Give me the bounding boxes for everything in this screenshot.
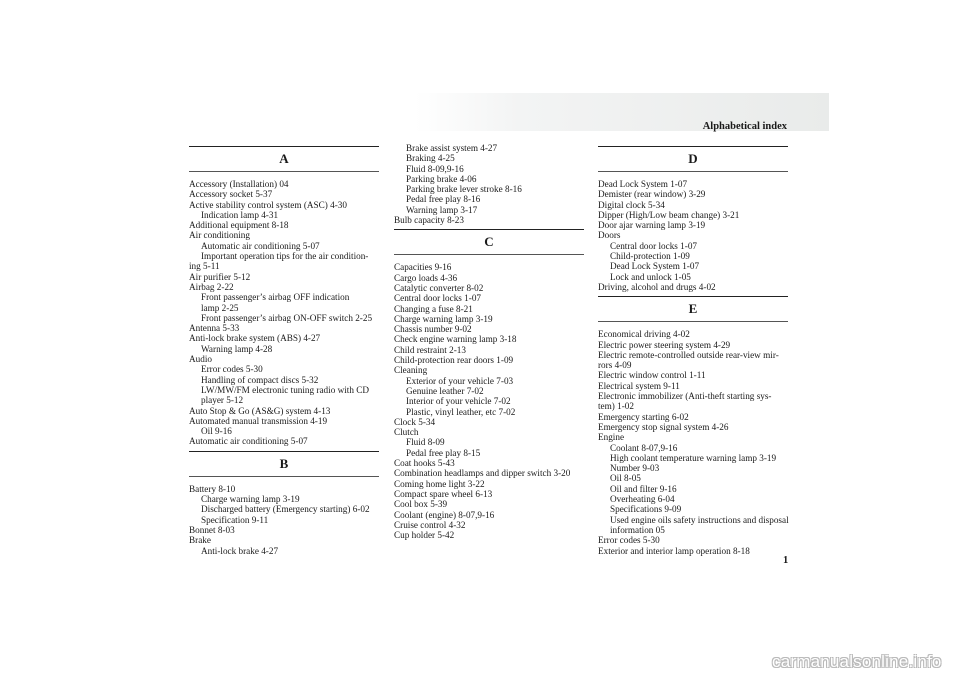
index-entry: Coming home light 3-22 (394, 478, 485, 489)
index-entry: Cup holder 5-42 (394, 530, 455, 541)
index-entry: Exterior and interior lamp operation 8-18 (598, 545, 750, 556)
index-entry: Active stability control system (ASC) 4-30 (189, 199, 347, 210)
index-subentry: Plastic, vinyl leather, etc 7-02 (406, 406, 516, 417)
index-column-3 (598, 143, 788, 556)
index-entry: Electric power steering system 4-29 (598, 339, 731, 350)
index-entry: Cleaning (394, 365, 428, 376)
index-entry: Doors (598, 230, 621, 241)
index-subentry: Fluid 8-09,9-16 (406, 163, 464, 174)
index-subentry: Front passenger’s airbag ON-OFF switch 2-25 (201, 312, 373, 323)
index-entry: Auto Stop & Go (AS&G) system 4-13 (189, 405, 331, 416)
index-entry: Air purifier 5-12 (189, 271, 251, 282)
index-entry: Combination headlamps and dipper switch 3-20 (394, 468, 571, 479)
index-entry: Clutch (394, 427, 419, 438)
index-subentry: Brake assist system 4-27 (406, 143, 498, 153)
index-entry: Cool box 5-39 (394, 499, 448, 510)
index-subentry: Handling of compact discs 5-32 (201, 374, 319, 385)
index-entry: Bulb capacity 8-23 (394, 215, 464, 226)
section-letter-heading: B (189, 451, 379, 477)
index-column-1 (189, 143, 379, 556)
index-subentry: information 05 (610, 524, 665, 535)
index-entry: Battery 8-10 (189, 483, 236, 494)
index-subentry: Discharged battery (Emergency starting) 6-02 (201, 504, 370, 515)
index-entry: Child-protection rear doors 1-09 (394, 355, 514, 366)
index-entry: Airbag 2-22 (189, 281, 234, 292)
index-entry: Capacities 9-16 (394, 262, 452, 273)
index-subentry: Pedal free play 8-16 (406, 194, 481, 205)
index-entry: Driving, alcohol and drugs 4-02 (598, 281, 716, 292)
index-entry: Bonnet 8-03 (189, 524, 235, 535)
index-subentry: Indication lamp 4-31 (201, 209, 279, 220)
section-letter-heading: C (394, 229, 584, 255)
index-column-2 (394, 143, 584, 540)
index-subentry: Central door locks 1-07 (610, 240, 698, 251)
index-entry: Coolant (engine) 8-07,9-16 (394, 509, 495, 520)
index-subentry: Genuine leather 7-02 (406, 385, 484, 396)
index-entry: Cargo loads 4-36 (394, 272, 458, 283)
index-entry: Child restraint 2-13 (394, 344, 466, 355)
index-subentry: Parking brake 4-06 (406, 173, 477, 184)
index-subentry: Warning lamp 4-28 (201, 343, 273, 354)
index-entry: Door ajar warning lamp 3-19 (598, 220, 706, 231)
index-subentry: Used engine oils safety instructions and disposal (610, 514, 789, 525)
index-subentry: Specification 9-11 (201, 514, 269, 525)
index-subentry: Front passenger’s airbag OFF indication (201, 292, 350, 303)
index-entry: Catalytic converter 8-02 (394, 282, 484, 293)
section-letter-heading: A (189, 146, 379, 172)
index-subentry: Overheating 6-04 (610, 494, 675, 505)
index-entry: Anti-lock brake system (ABS) 4-27 (189, 333, 321, 344)
index-entry: Check engine warning lamp 3-18 (394, 334, 517, 345)
index-entry: Additional equipment 8-18 (189, 220, 289, 231)
index-subentry: Specifications 9-09 (610, 504, 682, 515)
index-entry: Electric window control 1-11 (598, 370, 706, 381)
index-subentry: Child-protection 1-09 (610, 251, 690, 262)
index-entry: Automatic air conditioning 5-07 (189, 436, 308, 447)
index-entry: Automated manual transmission 4-19 (189, 415, 328, 426)
index-entry: Central door locks 1-07 (394, 293, 482, 304)
index-subentry: Error codes 5-30 (201, 364, 263, 375)
index-entry: Accessory socket 5-37 (189, 189, 273, 200)
watermark-logo: carmanualsonline.info (772, 652, 942, 671)
index-subentry: Pedal free play 8-15 (406, 447, 481, 458)
index-entry: Coat hooks 5-43 (394, 458, 455, 469)
index-subentry: Number 9-03 (610, 463, 660, 474)
index-entry: Charge warning lamp 3-19 (394, 313, 493, 324)
index-entry: Economical driving 4-02 (598, 329, 690, 340)
index-entry: Electronic immobilizer (Anti-theft starting sys- (598, 391, 772, 402)
index-entry: Compact spare wheel 6-13 (394, 488, 493, 499)
page-number: 1 (783, 555, 789, 566)
index-subentry: Dead Lock System 1-07 (610, 261, 700, 272)
index-subentry: Charge warning lamp 3-19 (201, 494, 300, 505)
index-entry: Digital clock 5-34 (598, 199, 665, 210)
index-entry: ing 5-11 (189, 261, 220, 272)
index-entry: Electrical system 9-11 (598, 380, 680, 391)
index-subentry: Lock and unlock 1-05 (610, 271, 691, 282)
index-entry: tem) 1-02 (598, 401, 634, 412)
index-subentry: Automatic air conditioning 5-07 (201, 240, 320, 251)
index-subentry: Oil 9-16 (201, 426, 232, 437)
index-subentry: Exterior of your vehicle 7-03 (406, 375, 514, 386)
index-entry: Emergency stop signal system 4-26 (598, 421, 729, 432)
index-entry: Demister (rear window) 3-29 (598, 189, 706, 200)
index-entry: Emergency starting 6-02 (598, 411, 689, 422)
index-subentry: Coolant 8-07,9-16 (610, 442, 678, 453)
index-entry: Dead Lock System 1-07 (598, 179, 688, 189)
index-subentry: Oil and filter 9-16 (610, 483, 677, 494)
index-subentry: Fluid 8-09 (406, 437, 445, 448)
index-entry: Brake (189, 535, 211, 546)
index-subentry: player 5-12 (201, 395, 244, 406)
index-entry: Air conditioning (189, 230, 250, 241)
index-entry: Dipper (High/Low beam change) 3-21 (598, 209, 740, 220)
page-header-title: Alphabetical index (702, 121, 787, 132)
index-subentry: Braking 4-25 (406, 153, 455, 164)
index-subentry: Interior of your vehicle 7-02 (406, 396, 511, 407)
section-letter-heading: E (598, 296, 788, 322)
index-subentry: LW/MW/FM electronic tuning radio with CD (201, 384, 369, 395)
index-subentry: Parking brake lever stroke 8-16 (406, 184, 522, 195)
index-entry: Accessory (Installation) 04 (189, 179, 289, 189)
index-subentry: Anti-lock brake 4-27 (201, 545, 279, 556)
index-subentry: lamp 2-25 (201, 302, 239, 313)
index-subentry: Important operation tips for the air condition- (201, 251, 369, 262)
index-entry: Clock 5-34 (394, 416, 436, 427)
index-entry: Cruise control 4-32 (394, 519, 466, 530)
index-entry: Error codes 5-30 (598, 535, 660, 546)
index-subentry: Warning lamp 3-17 (406, 204, 478, 215)
index-entry: Electric remote-controlled outside rear-view mir- (598, 349, 779, 360)
index-entry: rors 4-09 (598, 360, 632, 371)
index-entry: Engine (598, 432, 625, 443)
index-entry: Chassis number 9-02 (394, 324, 472, 335)
index-subentry: Oil 8-05 (610, 473, 641, 484)
index-subentry: High coolant temperature warning lamp 3-19 (610, 452, 777, 463)
index-entry: Antenna 5-33 (189, 323, 240, 334)
index-entry: Audio (189, 354, 212, 365)
section-letter-heading: D (598, 146, 788, 172)
index-entry: Changing a fuse 8-21 (394, 303, 473, 314)
